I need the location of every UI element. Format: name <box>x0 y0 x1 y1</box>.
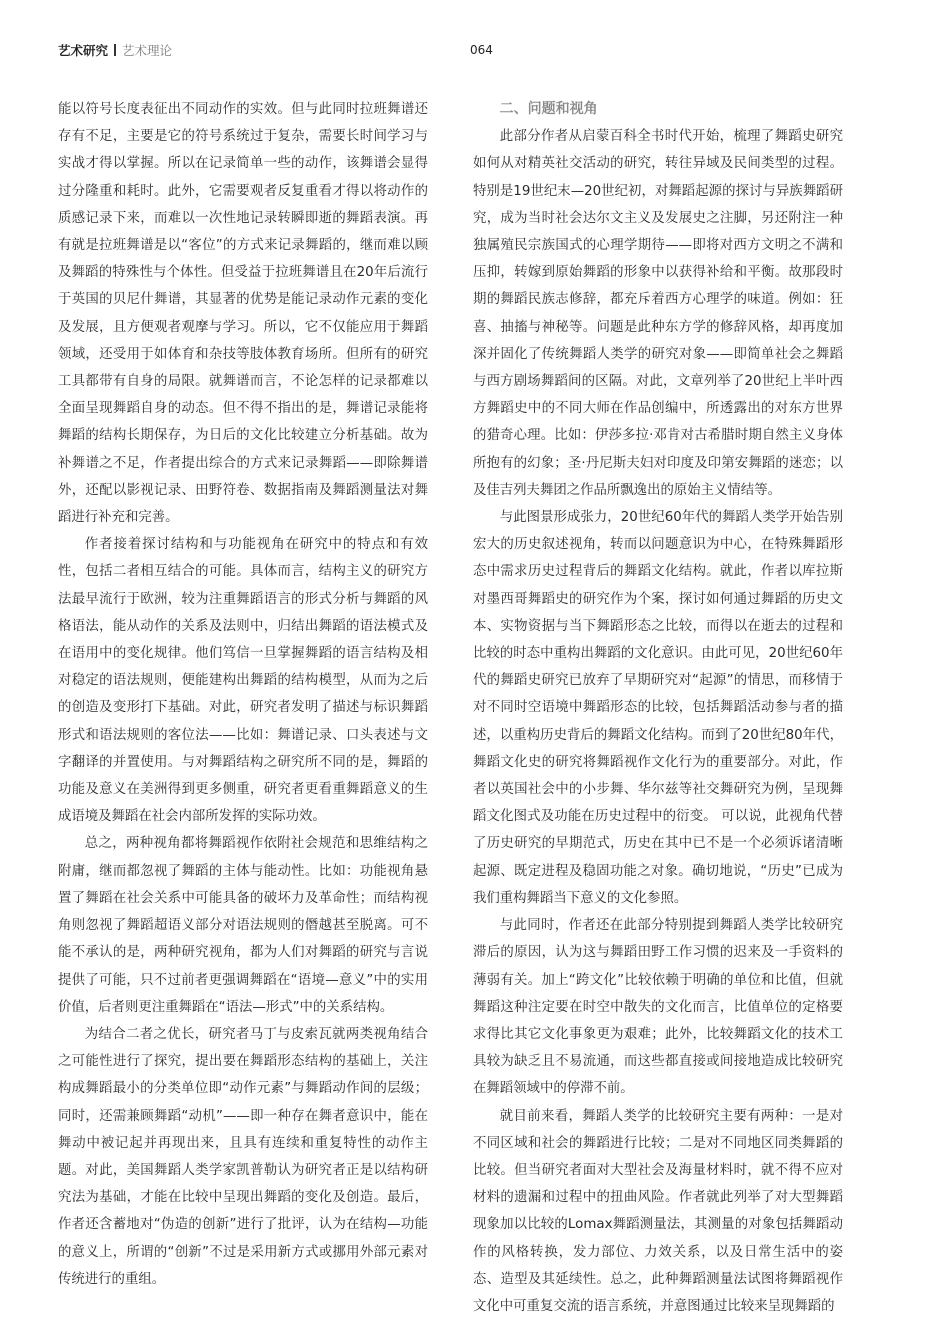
paragraph: 总之，两种视角都将舞蹈视作依附社会规范和思维结构之附庸，继而都忽视了舞蹈的主体与能动性。比如：功能视角悬置了舞蹈在社会关系中可能具备的破坏力及革命性；而结构视角则忽视了舞蹈超语义部分对语法规则的僭越甚至脱离。可不能不承认的是，两种研究视角，都为人们对舞蹈的研究与言说提供了可能，只不过前者更强调舞蹈在“语境—意义”中的实用价值，后者则更注重舞蹈在“语法—形式”中的关系结构。 <box>58 836 428 1015</box>
page-number: 064 <box>470 43 493 57</box>
paragraph: 能以符号长度表征出不同动作的实效。但与此同时拉班舞谱还存有不足，主要是它的符号系统过于复杂，需要长时间学习与实战才得以掌握。所以在记录简单一些的动作，该舞谱会显得过分隆重和耗时。此外，它需要观者反复重看才得以将动作的质感记录下来，而难以一次性地记录转瞬即逝的舞蹈表演。再有就是拉班舞谱是以“客位”的方式来记录舞蹈的，继而难以顾及舞蹈的特殊性与个体性。但受益于拉班舞谱且在20年后流行于英国的贝尼什舞谱，其显著的优势是能记录动作元素的变化及发展，且方便观者观摩与学习。所以，它不仅能应用于舞蹈领域，还受用于如体育和杂技等肢体教育场所。但所有的研究工具都带有自身的局限。就舞谱而言，不论怎样的记录都难以全面呈现舞蹈自身的动态。但不得不指出的是，舞谱记录能将舞蹈的结构长期保存，为日后的文化比较建立分析基础。故为补舞谱之不足，作者提出综合的方式来记录舞蹈——即除舞谱外，还配以影视记录、田野符卷、数据指南及舞蹈测量法对舞蹈进行补充和完善。 <box>58 102 428 526</box>
paragraph: 与此图景形成张力，20世纪60年代的舞蹈人类学开始告别宏大的历史叙述视角，转而以问题意识为中心，在特殊舞蹈形态中需求历史过程背后的舞蹈文化结构。就此，作者以库拉斯对墨西哥舞蹈史的研究作为个案，探讨如何通过舞蹈的历史文本、实物资据与当下舞蹈形态之比较，而得以在逝去的过程和比较的时态中重构出舞蹈的文化意识。由此可见，20世纪60年代的舞蹈史研究已放弃了早期研究对“起源”的情思，而移情于对不同时空语境中舞蹈形态的比较，包括舞蹈活动参与者的描述，以重构历史背后的舞蹈文化结构。而到了20世纪80年代，舞蹈文化史的研究将舞蹈视作文化行为的重要部分。对此，作者以英国社会中的小步舞、华尔兹等社交舞研究为例，呈现舞蹈文化图式及功能在历史过程中的衍变。 可以说，此视角代替了历史研究的早期范式，历史在其中已不是一个必须诉诸清晰起源、既定进程及稳固功能之对象。确切地说，“历史”已成为我们重构舞蹈当下意义的文化参照。 <box>473 510 843 906</box>
section-name: 艺术理论 <box>122 43 173 58</box>
left-column <box>58 96 428 1293</box>
paragraph: 为结合二者之优长，研究者马丁与皮索瓦就两类视角结合之可能性进行了探究，提出要在舞蹈形态结构的基础上，关注构成舞蹈最小的分类单位即“动作元素”与舞蹈动作间的层级；同时，还需兼顾舞蹈“动机”——即一种存在舞者意识中，能在舞动中被记起并再现出来，且具有连续和重复特性的动作主题。对此，美国舞蹈人类学家凯普勒认为研究者正是以结构研究法为基础，才能在比较中呈现出舞蹈的变化及创造。最后，作者还含蓄地对“伪造的创新”进行了批评，认为在结构—功能的意义上，所谓的“创新”不过是采用新方式或挪用外部元素对传统进行的重组。 <box>58 1026 428 1287</box>
paragraph: 与此同时，作者还在此部分特别提到舞蹈人类学比较研究滞后的原因，认为这与舞蹈田野工作习惯的迟来及一手资料的薄弱有关。加上“跨文化”比较依赖于明确的单位和比值，但就舞蹈这种注定要在时空中散失的文化而言，比值单位的定格要求得比其它文化事象更为艰难；此外，比较舞蹈文化的技术工具较为缺乏且不易流通，而这些都直接或间接地造成比较研究在舞蹈领域中的停滞不前。 <box>473 918 843 1097</box>
section-heading: 二、问题和视角 <box>499 101 598 117</box>
header-divider <box>114 44 116 56</box>
paragraph: 此部分作者从启蒙百科全书时代开始，梳理了舞蹈史研究如何从对精英社交活动的研究，转往异域及民间类型的过程。特别是19世纪末—20世纪初，对舞蹈起源的探讨与异族舞蹈研究，成为当时社会达尔文主义及发展史之注脚，另还附注一种独属殖民宗族国式的心理学期待——即将对西方文明之不满和压抑，转嫁到原始舞蹈的形象中以获得补给和平衡。故那段时期的舞蹈民族志修辞，都充斥着西方心理学的味道。例如：狂喜、抽搐与神秘等。问题是此种东方学的修辞风格，却再度加深并固化了传统舞蹈人类学的研究对象——即简单社会之舞蹈与西方剧场舞蹈间的区隔。对此，文章列举了20世纪上半叶西方舞蹈史中的不同大师在作品创编中，所透露出的对东方世界的猎奇心理。比如：伊莎多拉·邓肯对古希腊时期自然主义身体所抱有的幻象；圣·丹尼斯夫妇对印度及印第安舞蹈的迷恋；以及佳吉列夫舞团之作品所飘逸出的原始主义情结等。 <box>473 129 843 498</box>
paragraph: 作者接着探讨结构和与功能视角在研究中的特点和有效性，包括二者相互结合的可能。具体而言，结构主义的研究方法最早流行于欧洲，较为注重舞蹈语言的形式分析与舞蹈的风格语法，能从动作的关系及法则中，归结出舞蹈的语法模式及在语用中的变化规律。他们笃信一旦掌握舞蹈的语言结构及相对稳定的语法规则，便能建构出舞蹈的结构模型，从而为之后的创造及变形打下基础。对此，研究者发明了描述与标识舞蹈形式和语法规则的客位法——比如：舞谱记录、口头表述与文字翻译的并置使用。与对舞蹈结构之研究所不同的是，舞蹈的功能及意义在美洲得到更多侧重，研究者更看重舞蹈意义的生成语境及舞蹈在社会内部所发挥的实际功效。 <box>58 537 428 825</box>
right-column <box>473 96 843 1320</box>
journal-title: 艺术研究 <box>58 43 109 58</box>
running-header <box>58 42 172 60</box>
paragraph: 就目前来看，舞蹈人类学的比较研究主要有两种：一是对不同区域和社会的舞蹈进行比较；二是对不同地区同类舞蹈的比较。但当研究者面对大型社会及海量材料时，就不得不应对材料的遗漏和过程中的扭曲风险。作者就此列举了对大型舞蹈现象加以比较的Lomax舞蹈测量法，其测量的对象包括舞蹈动作的风格转换，发力部位、力效关系，以及日常生活中的姿态、造型及其延续性。总之，此种舞蹈测量法试图将舞蹈视作文化中可重复交流的语言系统，并意图通过比较来呈现舞蹈的 <box>473 1108 843 1314</box>
